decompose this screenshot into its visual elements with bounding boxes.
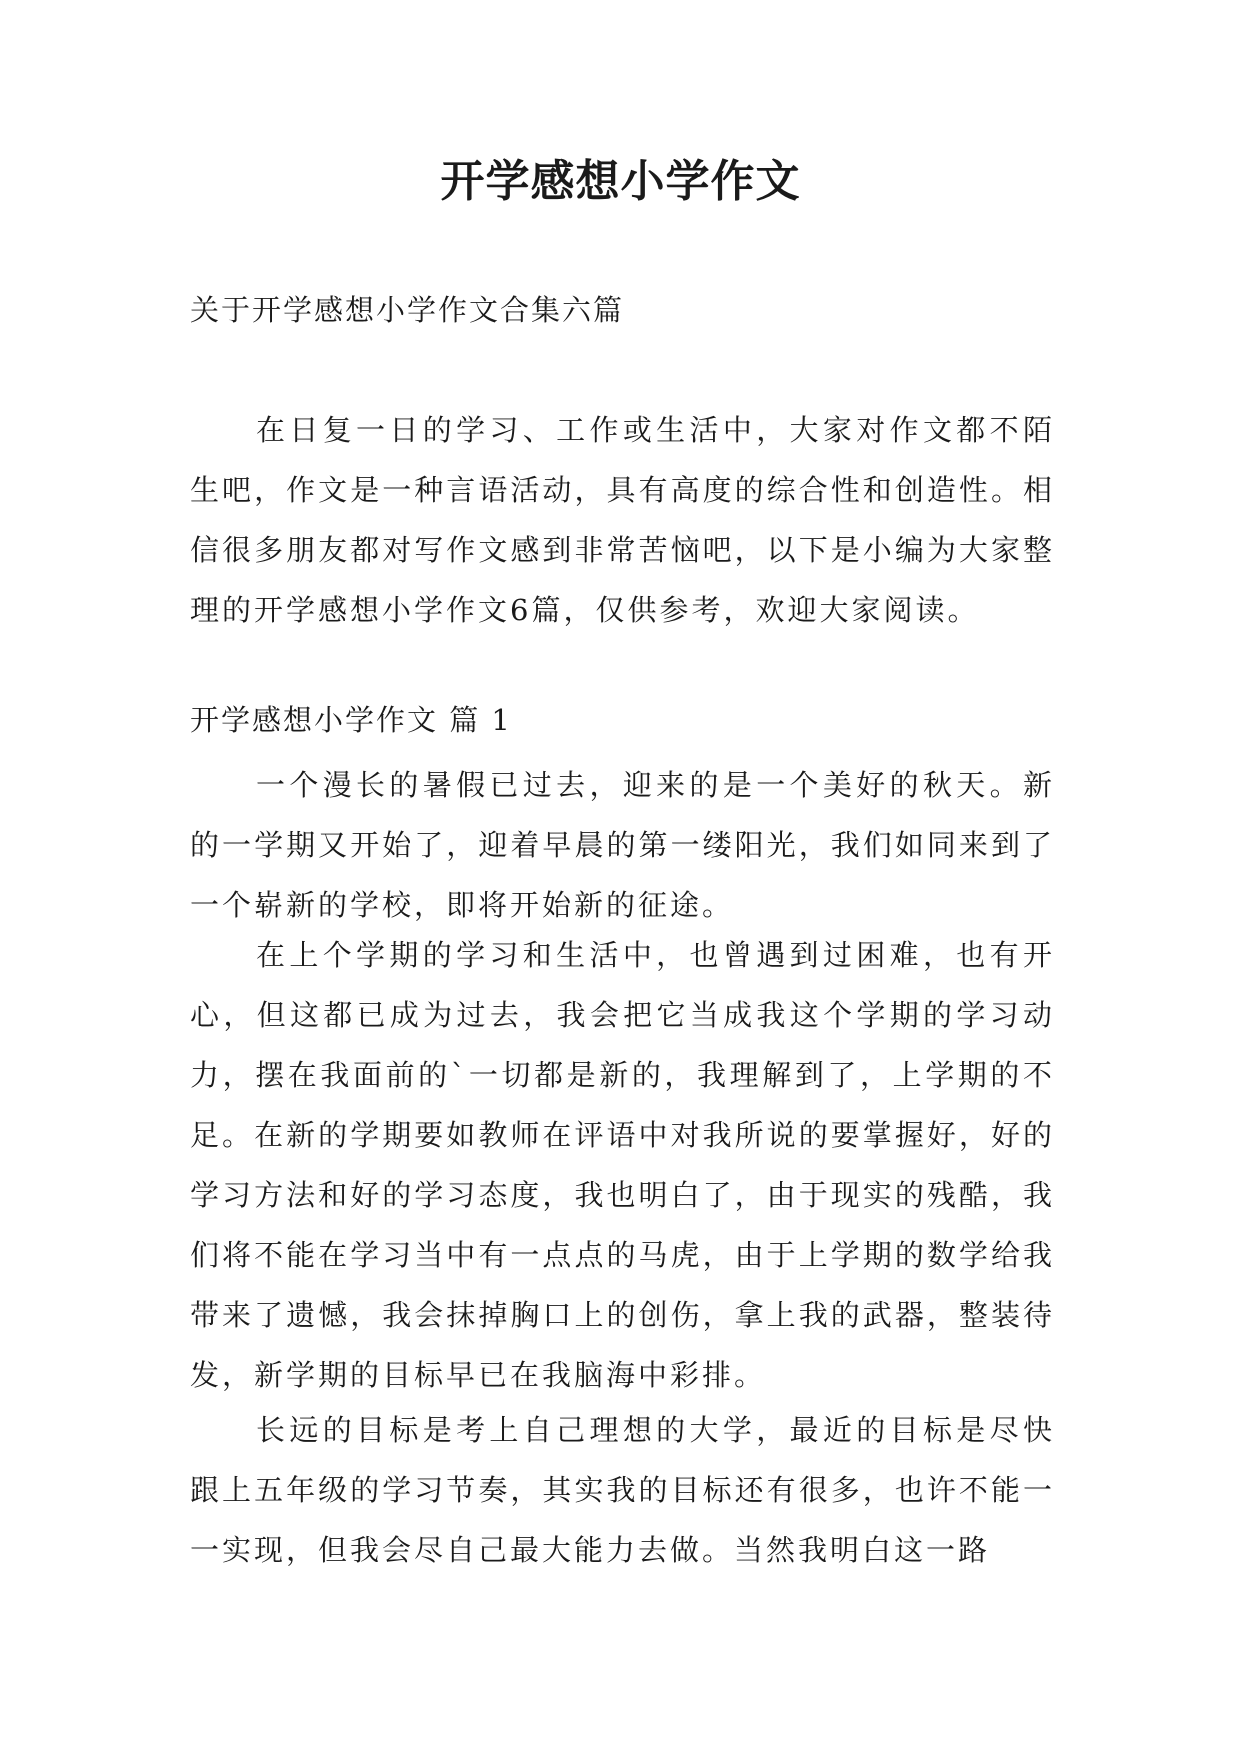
body-paragraph: 一个漫长的暑假已过去，迎来的是一个美好的秋天。新的一学期又开始了，迎着早晨的第一缕阳光，我们如同来到了一个崭新的学校，即将开始新的征途。	[190, 768, 1055, 922]
body-paragraph: 在上个学期的学习和生活中，也曾遇到过困难，也有开心，但这都已成为过去，我会把它当成我这个学期的学习动力，摆在我面前的`一切都是新的，我理解到了，上学期的不足。在新的学期要如教师在评语中对我所说的要掌握好，好的学习方法和好的学习态度，我也明白了，由于现实的残酷，我们将不能在学习当中有一点点的马虎，由于上学期的数学给我带来了遗憾，我会抹掉胸口上的创伤，拿上我的武器，整装待发，新学期的目标早已在我脑海中彩排。	[190, 938, 1055, 1392]
body-paragraph: 长远的目标是考上自己理想的大学，最近的目标是尽快跟上五年级的学习节奏，其实我的目标还有很多，也许不能一一实现，但我会尽自己最大能力去做。当然我明白这一路	[190, 1413, 1055, 1567]
section-heading: 开学感想小学作文 篇 1	[190, 703, 512, 737]
document-title: 开学感想小学作文	[440, 156, 801, 207]
intro-paragraph: 在日复一日的学习、工作或生活中，大家对作文都不陌生吧，作文是一种言语活动，具有高度的综合性和创造性。相信很多朋友都对写作文感到非常苦恼吧，以下是小编为大家整理的开学感想小学作文6篇，仅供参考，欢迎大家阅读。	[190, 413, 1055, 627]
document-subtitle: 关于开学感想小学作文合集六篇	[190, 293, 625, 327]
